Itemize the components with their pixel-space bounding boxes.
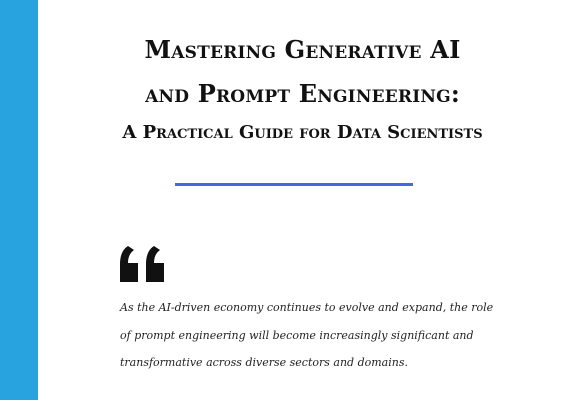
quote-icon [120,246,166,282]
title-line-2: and Prompt Engineering: [145,79,460,108]
title-block [38,28,567,148]
side-accent-bar [0,0,38,400]
subtitle: A Practical Guide for Data Scientists [122,122,483,143]
quote-text: As the AI-driven economy continues to evolve and expand, the role of prompt engineering will become increasingly significant and transformative across diverse sectors and domains. [120,301,494,369]
title-divider [175,183,413,186]
title-line-1: Mastering Generative AI [144,35,461,64]
